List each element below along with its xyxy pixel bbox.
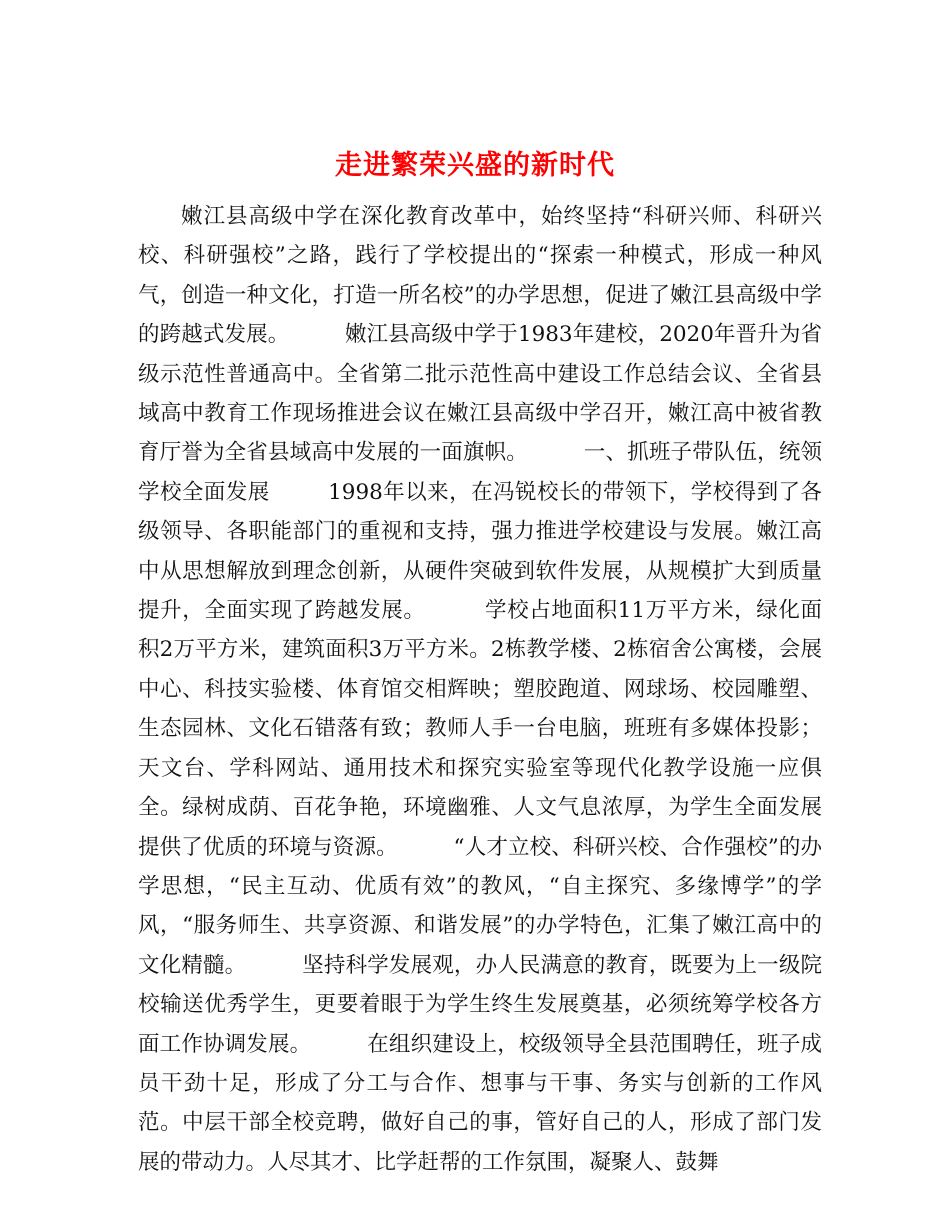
document-title: 走进繁荣兴盛的新时代 [335,150,615,182]
document-body: 嫩江县高级中学在深化教育改革中，始终坚持“科研兴师、科研兴校、科研强校”之路，践行了学校提出的“探索一种模式，形成一种风气，创造一种文化，打造一所名校”的办学思想，促进了嫩江县高级中学的跨越式发展。 嫩江县高级中学于1983年建校，2020年晋升为省级示范性普通高中。全省第二批示范性高中建设工作总结会议、全省县域高中教育工作现场推进会议在嫩江县高级中学召开，嫩江高中被省教育厅誉为全省县域高中发展的一面旗帜。 一、抓班子带队伍，统领学校全面发展 1998年以来，在冯锐校长的带领下，学校得到了各级领导、各职能部门的重视和支持，强力推进学校建设与发展。嫩江高中从思想解放到理念创新，从硬件突破到软件发展，从规模扩大到质量提升，全面实现了跨越发展。 学校占地面积11万平方米，绿化面积2万平方米，建筑面积3万平方米。2栋教学楼、2栋宿舍公寓楼，会展中心、科技实验楼、体育馆交相辉映；塑胶跑道、网球场、校园雕塑、生态园林、文化石错落有致；教师人手一台电脑，班班有多媒体投影；天文台、学科网站、通用技术和探究实验室等现代化教学设施一应俱全。绿树成荫、百花争艳，环境幽雅、人文气息浓厚，为学生全面发展提供了优质的环境与资源。 “人才立校、科研兴校、合作强校”的办学思想，“民主互动、优质有效”的教风，“自主探究、多缘博学”的学风，“服务师生、共享资源、和谐发展”的办学特色，汇集了嫩江高中的文化精髓。 坚持科学发展观，办人民满意的教育，既要为上一级院校输送优秀学生，更要着眼于为学生终生发展奠基，必须统筹学校各方面工作协调发展。 在组织建设上，校级领导全县范围聘任，班子成员干劲十足，形成了分工与合作、想事与干事、务实与创新的工作风范。中层干部全校竞聘，做好自己的事，管好自己的人，形成了部门发展的带动力。人尽其才、比学赶帮的工作氛围，凝聚人、鼓舞 [138,204,822,1175]
